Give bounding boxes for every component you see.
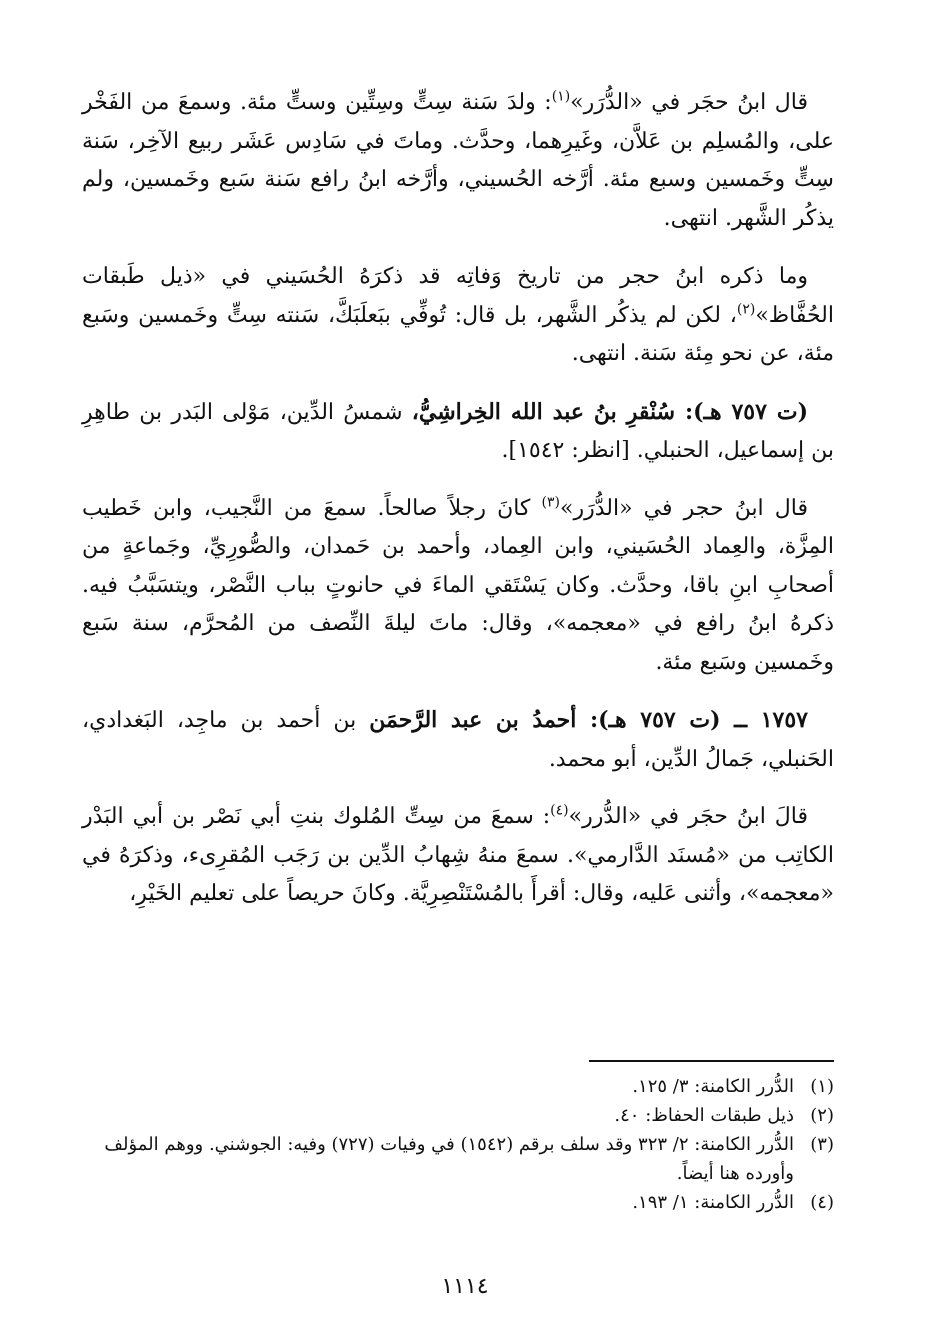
page-number: ١١١٤: [441, 1274, 489, 1299]
footnote-reference: (٢): [736, 301, 756, 318]
footnote-number: (١): [810, 1076, 834, 1097]
paragraph-text: ، لكن لم يذكُر الشَّهر، بل قال: تُوفِّي ببَعلَبَكَّ، سَنته سِتٍّ وخَمسين وسَبع مئة، عن نحو مِئة سَنة. انتهى.: [82, 302, 834, 366]
footnotes: [94, 1072, 834, 1217]
footnote-number: (٤): [810, 1192, 834, 1213]
paragraph-text: شمسُ الدِّين، مَوْلى البَدر بن طاهِرِ بن إسماعيل، الحنبلي. [انظر: ١٥٤٢].: [82, 399, 834, 463]
paragraph-text: : ولدَ سَنة سِتٍّ وسِتِّين وستٍّ مئة. وسمعَ من الفَخْر على، والمُسلِم بن عَلاَّن، وغَيرِهما، وحدَّث. وماتَ في سَادِس عَشَر ربيع الآخِر، سَنة سِتٍّ وخَمسين وسبع مئة. أرَّخه الحُسيني، وأرَّخه ابنُ رافع سَنة سَبع وخَمسين، ولم يذكُر الشَّهر. انتهى.: [82, 90, 834, 231]
paragraph-4: [82, 490, 834, 683]
paragraph-text: قالَ ابنُ حجَر في «الدُّرر»: [568, 804, 808, 829]
page-body: [82, 84, 834, 933]
paragraph-3: [82, 393, 834, 471]
paragraph-text: وما ذكره ابنُ حجر من تاريخ وَفاتِه قد ذكرَهُ الحُسَيني في «ذيل طَبقات الحُفَّاظ»: [82, 264, 834, 328]
footnote-number: (٣): [810, 1134, 834, 1155]
paragraph-text: بن أحمد بن ماجِد، البَغدادي، الحَنبلي، جَمالُ الدِّين، أبو محمد.: [82, 708, 834, 772]
footnote-item: [94, 1130, 834, 1188]
paragraph-5: [82, 701, 834, 779]
paragraph-2: [82, 258, 834, 374]
footnote-reference: (٣): [541, 494, 560, 511]
footnote-item: [94, 1188, 834, 1217]
footnote-reference: (٤): [550, 802, 569, 819]
paragraph-6: [82, 798, 834, 914]
entry-heading-text: ١٧٥٧ ــ (ت ٧٥٧ هـ): أحمدُ بن عبد الرَّحمَن: [369, 707, 808, 733]
paragraph-text: قال ابنُ حجَر في «الدُّرَر»: [570, 90, 808, 115]
footnote-text: الدُّرر الكامنة: ٢/ ٣٢٣ وقد سلف برقم (١٥٤٢) في وفيات (٧٢٧) وفيه: الجوشني. ووهم المؤلف وأورده هنا أيضاً.: [104, 1134, 794, 1184]
paragraph-text: كانَ رجلاً صالحاً. سمعَ من النَّجيب، وابن خَطيب المِزَّة، والعِماد الحُسَيني، وابن العِماد، وأحمد بن حَمدان، والصُّورِيِّ، وجَماعةٍ من أصحابِ ابنِ باقا، وحدَّث. وكان يَسْتَقي الماءَ في حانوتٍ بباب النَّصْر، ويتسَبَّبُ فيه. ذكرهُ ابنُ رافع في «معجمه»، وقال: ماتَ ليلةَ النِّصف من المُحرَّم، سنة سَبع وخَمسين وسَبع مئة.: [82, 495, 834, 675]
footnote-text: الدُّرر الكامنة: ٣/ ١٢٥.: [632, 1076, 794, 1097]
paragraph-1: [82, 84, 834, 238]
paragraph-text: : سمعَ من سِتِّ المُلوك بنتِ أبي نَصْر بن أبي البَدْر الكاتِب من «مُسنَد الدَّارمي». سمعَ منهُ شِهابُ الدِّين بن رَجَب المُقرِىء، وذكرَهُ في «معجمه»، وأثنى عَليه، وقال: أقرأَ بالمُسْتَنْصِرِيَّة. وكانَ حريصاً على تعليم الخَيْرِ،: [82, 804, 834, 906]
footnote-number: (٢): [810, 1105, 834, 1126]
footnote-reference: (١): [551, 88, 571, 105]
footnote-item: [94, 1072, 834, 1101]
footnote-separator: [589, 1060, 834, 1062]
paragraph-text: قال ابنُ حجر في «الدُّرَر»: [560, 495, 808, 521]
footnote-text: ذيل طبقات الحفاظ: ٤٠.: [614, 1105, 794, 1126]
entry-heading-text: (ت ٧٥٧ هـ): سُنْقرِ بنُ عبد الله الخِراشِيُّ،: [411, 398, 808, 425]
footnote-item: [94, 1101, 834, 1130]
footnote-text: الدُّرر الكامنة: ١/ ١٩٣.: [632, 1192, 794, 1213]
